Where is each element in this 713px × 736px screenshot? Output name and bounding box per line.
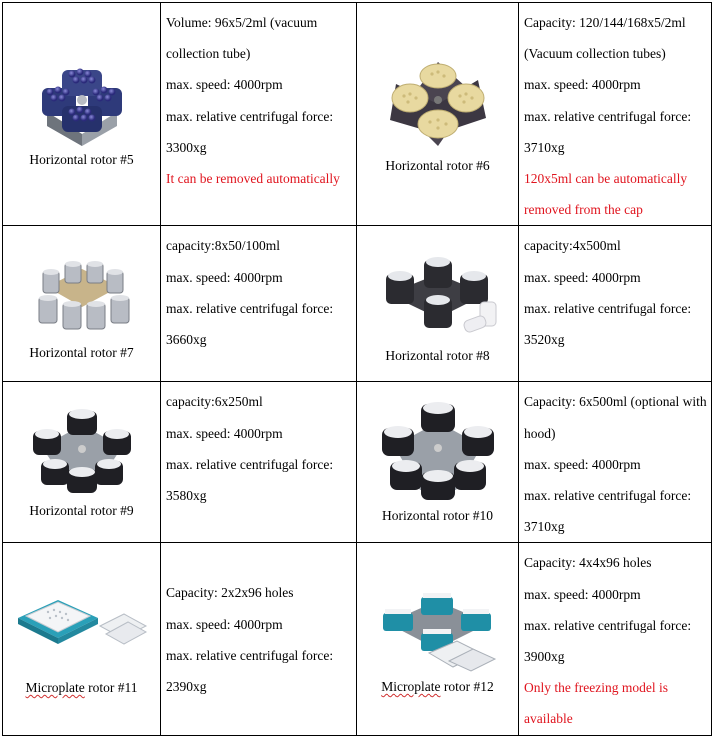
spec-line: 3900xg	[524, 649, 565, 665]
rotor-8-cell	[357, 226, 519, 382]
spec-line: 3710xg	[524, 139, 565, 155]
spec-line: 3300xg	[166, 139, 207, 155]
spec-line: 3520xg	[524, 332, 565, 348]
spec-line: capacity:8x50/100ml	[166, 238, 280, 254]
spec-line: max. speed: 4000rpm	[524, 456, 641, 472]
spec-line: max. relative centrifugal force:	[524, 617, 692, 633]
table-row	[3, 3, 712, 226]
rotor-6-specs	[519, 3, 712, 226]
spec-line: max. relative centrifugal force:	[166, 456, 334, 472]
microplate-rotor-11-image	[12, 582, 152, 652]
rotor-10-cell	[357, 382, 519, 543]
spec-line: 3580xg	[166, 488, 207, 504]
rotor-name: Horizontal rotor #10	[382, 508, 493, 524]
rotor-7-cell	[3, 226, 161, 382]
rotor-name: Horizontal rotor #9	[29, 503, 134, 519]
rotor-7-specs	[161, 226, 357, 382]
rotor-12-cell	[357, 543, 519, 735]
spec-note: Only the freezing model is available	[524, 680, 668, 727]
microplate-rotor-12-image	[373, 583, 503, 675]
spec-line: max. speed: 4000rpm	[524, 586, 641, 602]
table-row	[3, 226, 712, 382]
rotor-name: Horizontal rotor #5	[29, 152, 134, 168]
rotor-5-cell	[3, 3, 161, 226]
rotor-12-specs	[519, 543, 712, 735]
horizontal-rotor-9-image	[27, 405, 137, 497]
rotor-name-main: Microplate	[381, 679, 441, 695]
rotor-10-specs	[519, 382, 712, 543]
spec-line: max. relative centrifugal force:	[524, 300, 692, 316]
rotor-name	[3, 680, 160, 696]
spec-line: Capacity: 4x4x96 holes	[524, 555, 652, 571]
spec-line: 2390xg	[166, 679, 207, 695]
spec-line: max. relative centrifugal force:	[166, 108, 334, 124]
rotor-11-cell	[3, 543, 161, 735]
rotor-name-main: Microplate	[25, 680, 85, 696]
spec-line: Capacity: 6x500ml (optional with hood)	[524, 394, 707, 441]
rotor-9-specs	[161, 382, 357, 543]
table-row	[3, 543, 712, 735]
spec-line: max. speed: 4000rpm	[166, 616, 283, 632]
rotor-name: Horizontal rotor #7	[29, 344, 134, 360]
rotor-6-cell	[357, 3, 519, 226]
rotor-name-rest: rotor #12	[440, 679, 494, 695]
spec-line: max. relative centrifugal force:	[166, 300, 334, 316]
rotor-name-rest: rotor #11	[84, 680, 138, 696]
spec-line: max. speed: 4000rpm	[166, 269, 283, 285]
horizontal-rotor-8-image	[368, 244, 508, 344]
spec-line: capacity:6x250ml	[166, 394, 263, 410]
spec-line: Capacity: 120/144/168x5/2ml (Vacuum collection tubes)	[524, 15, 686, 62]
spec-line: max. relative centrifugal force:	[166, 647, 334, 663]
horizontal-rotor-10-image	[378, 400, 498, 504]
rotor-11-specs	[161, 543, 357, 735]
rotor-8-specs	[519, 226, 712, 382]
spec-line: max. speed: 4000rpm	[166, 77, 283, 93]
spec-line: max. relative centrifugal force:	[524, 108, 692, 124]
spec-line: max. relative centrifugal force:	[524, 488, 692, 504]
spec-line: 3660xg	[166, 332, 207, 348]
rotor-5-specs	[161, 3, 357, 226]
horizontal-rotor-7-image	[27, 247, 137, 337]
spec-line: capacity:4x500ml	[524, 238, 621, 254]
spec-line: 3710xg	[524, 519, 565, 535]
rotor-name: Horizontal rotor #6	[385, 158, 490, 174]
spec-note: It can be removed automatically	[166, 171, 340, 187]
rotor-spec-table	[2, 2, 712, 736]
rotor-name: Horizontal rotor #8	[385, 347, 490, 363]
spec-note: 120x5ml can be automatically removed from the cap	[524, 171, 688, 218]
table-row	[3, 382, 712, 543]
rotor-9-cell	[3, 382, 161, 543]
spec-line: max. speed: 4000rpm	[524, 269, 641, 285]
spec-line: max. speed: 4000rpm	[524, 77, 641, 93]
spec-line: max. speed: 4000rpm	[166, 425, 283, 441]
horizontal-rotor-5-image	[32, 60, 132, 148]
spec-line: Volume: 96x5/2ml (vacuum collection tube)	[166, 15, 318, 62]
spec-line: Capacity: 2x2x96 holes	[166, 585, 294, 601]
rotor-name	[357, 679, 518, 695]
horizontal-rotor-6-image	[378, 54, 498, 154]
